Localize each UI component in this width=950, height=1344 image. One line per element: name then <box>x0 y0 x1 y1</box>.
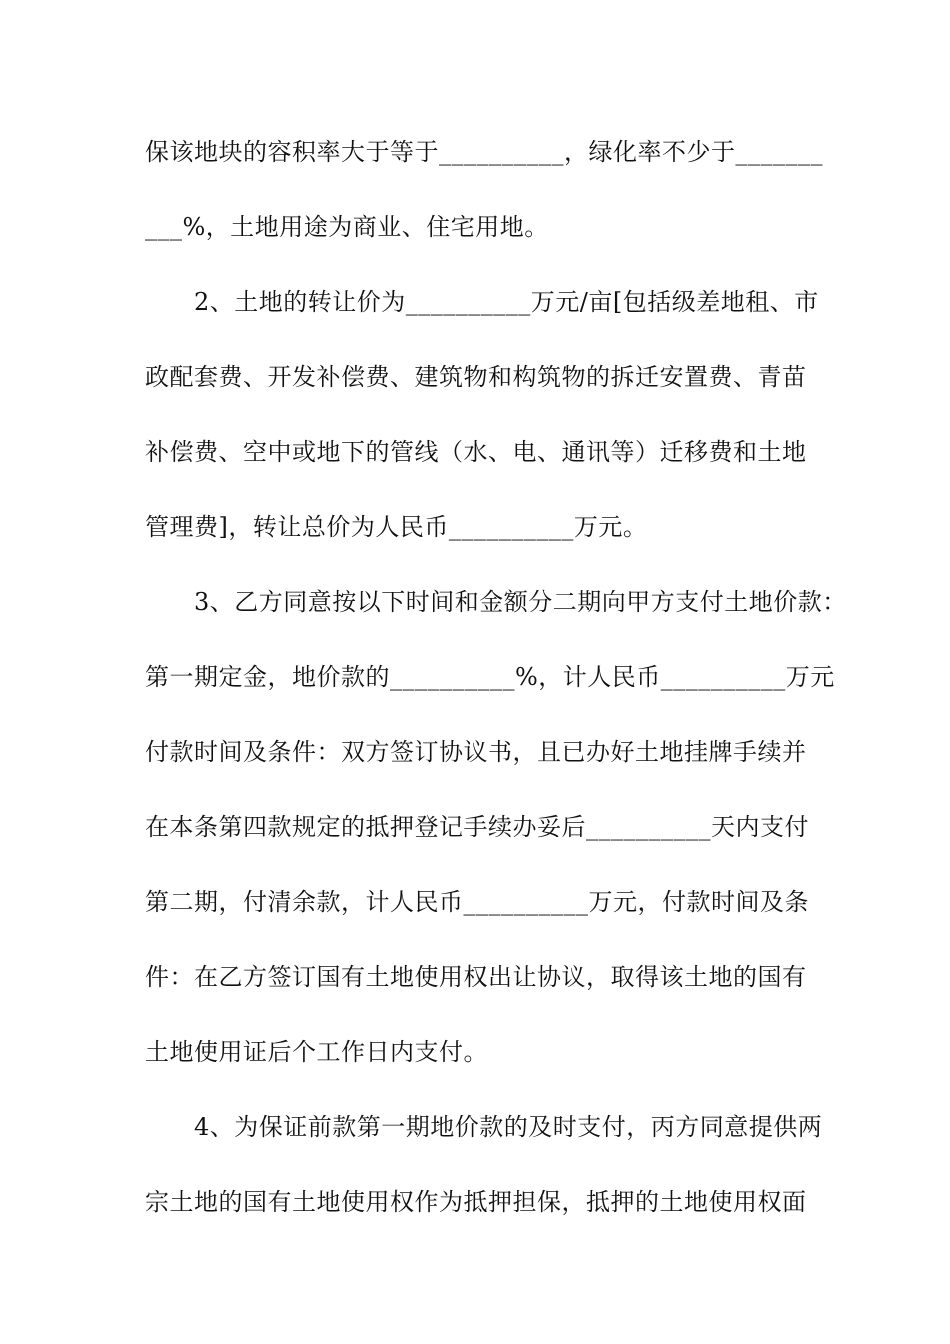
text-line-5: 补偿费、空中或地下的管线（水、电、通讯等）迁移费和土地 <box>145 438 807 466</box>
text-line-9: 付款时间及条件：双方签订协议书，且已办好土地挂牌手续并 <box>145 738 807 766</box>
text-line-7: 3、乙方同意按以下时间和金额分二期向甲方支付土地价款： <box>145 588 847 616</box>
text-line-14: 4、为保证前款第一期地价款的及时支付，丙方同意提供两 <box>145 1113 823 1141</box>
text-line-6: 管理费]，转让总价为人民币__________万元。 <box>145 513 648 541</box>
text-line-15: 宗土地的国有土地使用权作为抵押担保，抵押的土地使用权面 <box>145 1188 807 1216</box>
text-line-1: 保该地块的容积率大于等于__________，绿化率不少于_______ <box>145 138 823 166</box>
text-line-8: 第一期定金，地价款的__________%，计人民币__________万元 <box>145 663 835 691</box>
text-line-10: 在本条第四款规定的抵押登记手续办妥后__________天内支付 <box>145 813 809 841</box>
text-line-2: ___%，土地用途为商业、住宅用地。 <box>145 213 549 241</box>
text-line-4: 政配套费、开发补偿费、建筑物和构筑物的拆迁安置费、青苗 <box>145 363 807 391</box>
document-body <box>145 130 847 1255</box>
text-line-3: 2、土地的转让价为__________万元/亩[包括级差地租、市 <box>145 288 819 316</box>
text-line-12: 件：在乙方签订国有土地使用权出让协议，取得该土地的国有 <box>145 963 807 991</box>
text-line-13: 土地使用证后个工作日内支付。 <box>145 1038 488 1066</box>
text-line-11: 第二期，付清余款，计人民币__________万元，付款时间及条 <box>145 888 809 916</box>
